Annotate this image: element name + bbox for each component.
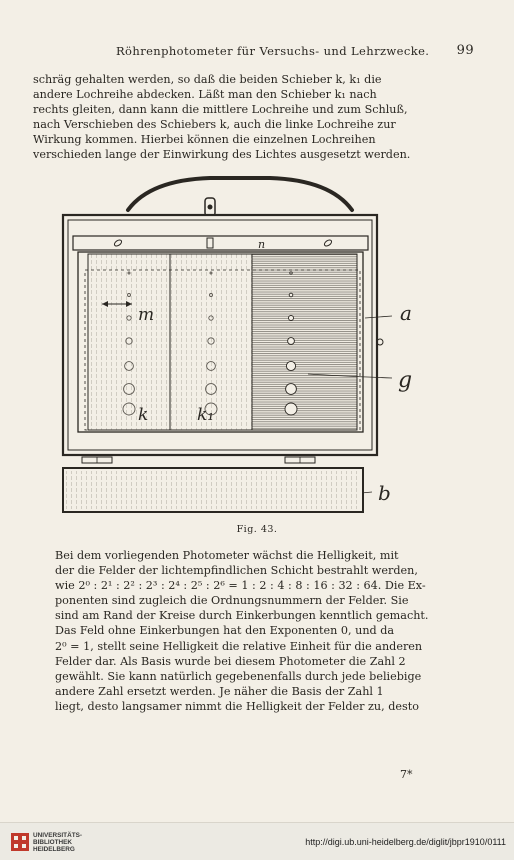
text-line: rechts gleiten, dann kann die mittlere Lochreihe und zum Schluß,: [33, 103, 408, 117]
paragraph-2: [33, 548, 476, 714]
digital-library-link[interactable]: http://digi.ub.uni-heidelberg.de/diglit/jbpr1910/0111: [305, 837, 506, 847]
paragraph-1: [33, 72, 476, 163]
library-footer: [0, 822, 514, 860]
page-number: 99: [456, 43, 474, 58]
label-b: b: [378, 481, 391, 505]
text-line: wie 2⁰ : 2¹ : 2² : 2³ : 2⁴ : 2⁵ : 2⁶ = 1 : 2 : 4 : 8 : 16 : 32 : 64. Die Ex-: [55, 579, 426, 593]
label-g: g: [398, 368, 413, 393]
text-line: ponenten sind zugleich die Ordnungsnummern der Felder. Sie: [55, 594, 409, 608]
running-title: Röhrenphotometer für Versuchs- und Lehrzwecke.: [116, 44, 430, 58]
text-line: liegt, desto langsamer nimmt die Helligkeit der Felder zu, desto: [55, 699, 419, 713]
slider-k1: [170, 254, 252, 430]
text-line: Das Feld ohne Einkerbungen hat den Exponenten 0, und da: [55, 624, 395, 638]
text-line: Wirkung kommen. Hierbei können die einzelnen Lochreihen: [33, 133, 376, 147]
text-line: 2⁰ = 1, stellt seine Helligkeit die relative Einheit für die anderen: [55, 639, 423, 653]
text-line: nach Verschieben des Schiebers k, auch die linke Lochreihe zur: [33, 118, 396, 132]
text-line: der die Felder der lichtempfindlichen Schicht bestrahlt werden,: [55, 564, 418, 578]
label-n: n: [258, 238, 266, 251]
case-handle: [128, 178, 352, 210]
running-header: [38, 44, 474, 60]
university-library-logo-icon: [10, 832, 30, 852]
text-line: schräg gehalten werden, so daß die beiden Schieber k, k₁ die: [33, 73, 382, 86]
text-line: andere Zahl ersetzt werden. Je näher die Basis der Zahl 1: [55, 684, 384, 698]
text-line: sind am Rand der Kreise durch Einkerbungen kenntlich gemacht.: [55, 609, 429, 623]
slider-k: [88, 254, 170, 430]
figure-caption: Fig. 43.: [236, 524, 278, 535]
exposed-strip: [252, 254, 357, 430]
label-k1: k₁: [197, 405, 215, 425]
label-m: m: [138, 305, 155, 325]
text-line: gewählt. Sie kann natürlich gegebenenfalls durch jede beliebige: [55, 669, 422, 683]
signature-mark: 7*: [400, 768, 413, 781]
library-name: UNIVERSITÄTS- BIBLIOTHEK HEIDELBERG: [33, 832, 82, 853]
text-line: Felder dar. Als Basis wurde bei diesem Photometer die Zahl 2: [55, 654, 406, 668]
text-line: andere Lochreihe abdecken. Läßt man den Schieber k₁ nach: [33, 88, 377, 102]
label-k: k: [138, 405, 149, 425]
top-bar: [73, 236, 368, 250]
text-line: verschieden lange der Einwirkung des Lichtes ausgesetzt werden.: [33, 148, 411, 162]
label-a: a: [400, 301, 412, 325]
text-line: Bei dem vorliegenden Photometer wächst die Helligkeit, mit: [55, 549, 399, 562]
photometer-figure: [40, 170, 480, 520]
